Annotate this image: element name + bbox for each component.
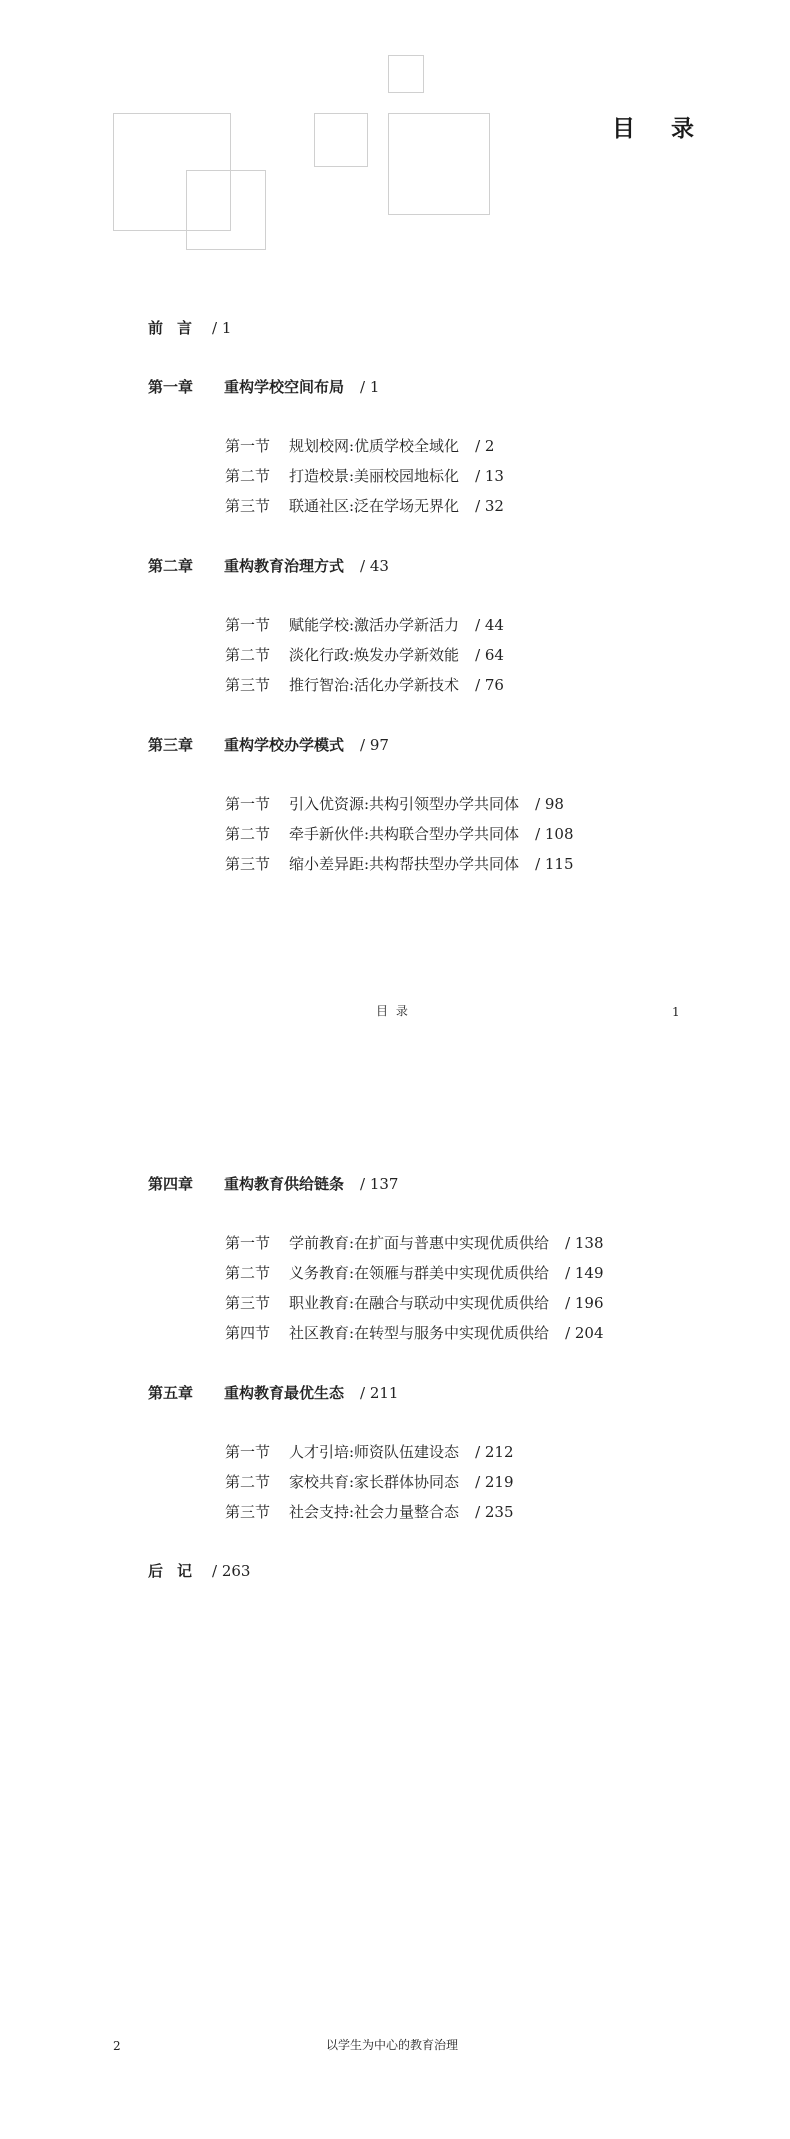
section-page: / 76 — [475, 676, 504, 694]
section-label: 第二节 — [225, 467, 271, 485]
section-title: 社会支持:社会力量整合态 — [289, 1503, 460, 1521]
section-page: / 108 — [535, 825, 574, 843]
section-title: 打造校景:美丽校园地标化 — [289, 467, 460, 485]
section-label: 第二节 — [225, 646, 271, 664]
section-title: 联通社区:泛在学场无界化 — [289, 497, 460, 515]
chapter-page: / 137 — [360, 1175, 399, 1193]
section-page: / 32 — [475, 497, 504, 515]
chapter-label: 第五章 — [148, 1384, 194, 1402]
preface-label: 前言 — [148, 319, 207, 337]
afterword-label: 后记 — [148, 1562, 207, 1580]
section-page: / 235 — [475, 1503, 514, 1521]
toc-section[interactable] — [225, 1323, 604, 1343]
toc-section[interactable] — [225, 496, 504, 516]
section-page: / 98 — [535, 795, 564, 813]
section-label: 第四节 — [225, 1324, 271, 1342]
section-label: 第一节 — [225, 616, 271, 634]
toc-section[interactable] — [225, 466, 504, 486]
section-title: 学前教育:在扩面与普惠中实现优质供给 — [289, 1234, 550, 1252]
chapter-title: 重构教育治理方式 — [224, 557, 345, 575]
section-title: 规划校网:优质学校全域化 — [289, 437, 460, 455]
toc-chapter[interactable] — [148, 556, 389, 576]
toc-section[interactable] — [225, 824, 574, 844]
toc-chapter[interactable] — [148, 1174, 398, 1194]
section-title: 职业教育:在融合与联动中实现优质供给 — [289, 1294, 550, 1312]
chapter-label: 第二章 — [148, 557, 194, 575]
toc-title: 目 录 — [612, 116, 709, 142]
toc-section[interactable] — [225, 1233, 604, 1253]
toc-afterword[interactable] — [148, 1561, 250, 1581]
page-number: 1 — [672, 1005, 680, 1019]
section-label: 第三节 — [225, 855, 271, 873]
section-title: 家校共育:家长群体协同态 — [289, 1473, 460, 1491]
toc-section[interactable] — [225, 1502, 514, 1522]
section-page: / 44 — [475, 616, 504, 634]
page-footer-title: 目 录 — [376, 1004, 410, 1018]
toc-section[interactable] — [225, 1263, 604, 1283]
section-label: 第二节 — [225, 825, 271, 843]
toc-preface[interactable] — [148, 318, 231, 338]
section-label: 第三节 — [225, 676, 271, 694]
section-page: / 115 — [535, 855, 574, 873]
section-page: / 64 — [475, 646, 504, 664]
section-label: 第一节 — [225, 437, 271, 455]
section-title: 人才引培:师资队伍建设态 — [289, 1443, 460, 1461]
decorative-square — [186, 170, 266, 250]
toc-section[interactable] — [225, 615, 504, 635]
toc-section[interactable] — [225, 645, 504, 665]
preface-page: / 1 — [212, 319, 232, 337]
section-label: 第三节 — [225, 1503, 271, 1521]
section-title: 引入优资源:共构引领型办学共同体 — [289, 795, 520, 813]
section-label: 第一节 — [225, 1234, 271, 1252]
afterword-page: / 263 — [212, 1562, 251, 1580]
chapter-page: / 43 — [360, 557, 389, 575]
page-number: 2 — [113, 2039, 121, 2053]
chapter-title: 重构教育最优生态 — [224, 1384, 345, 1402]
toc-chapter[interactable] — [148, 377, 379, 397]
section-label: 第二节 — [225, 1473, 271, 1491]
toc-chapter[interactable] — [148, 735, 389, 755]
section-label: 第一节 — [225, 795, 271, 813]
section-page: / 212 — [475, 1443, 514, 1461]
section-page: / 13 — [475, 467, 504, 485]
chapter-label: 第一章 — [148, 378, 194, 396]
chapter-title: 重构教育供给链条 — [224, 1175, 345, 1193]
chapter-label: 第三章 — [148, 736, 194, 754]
chapter-page: / 1 — [360, 378, 380, 396]
toc-section[interactable] — [225, 1293, 604, 1313]
book-title-footer: 以学生为中心的教育治理 — [326, 2038, 459, 2052]
chapter-page: / 211 — [360, 1384, 399, 1402]
section-title: 赋能学校:激活办学新活力 — [289, 616, 460, 634]
section-label: 第二节 — [225, 1264, 271, 1282]
chapter-page: / 97 — [360, 736, 389, 754]
toc-section[interactable] — [225, 854, 574, 874]
decorative-square — [314, 113, 368, 167]
section-page: / 204 — [565, 1324, 604, 1342]
section-title: 推行智治:活化办学新技术 — [289, 676, 460, 694]
decorative-square — [388, 113, 490, 215]
chapter-label: 第四章 — [148, 1175, 194, 1193]
section-page: / 149 — [565, 1264, 604, 1282]
section-label: 第三节 — [225, 497, 271, 515]
toc-section[interactable] — [225, 436, 494, 456]
section-title: 缩小差异距:共构帮扶型办学共同体 — [289, 855, 520, 873]
toc-section[interactable] — [225, 794, 564, 814]
chapter-title: 重构学校办学模式 — [224, 736, 345, 754]
section-page: / 2 — [475, 437, 495, 455]
section-title: 淡化行政:焕发办学新效能 — [289, 646, 460, 664]
section-label: 第三节 — [225, 1294, 271, 1312]
section-page: / 196 — [565, 1294, 604, 1312]
toc-section[interactable] — [225, 1472, 514, 1492]
section-title: 社区教育:在转型与服务中实现优质供给 — [289, 1324, 550, 1342]
toc-section[interactable] — [225, 1442, 514, 1462]
toc-chapter[interactable] — [148, 1383, 398, 1403]
section-title: 义务教育:在领雁与群美中实现优质供给 — [289, 1264, 550, 1282]
section-page: / 138 — [565, 1234, 604, 1252]
section-title: 牵手新伙伴:共构联合型办学共同体 — [289, 825, 520, 843]
section-label: 第一节 — [225, 1443, 271, 1461]
section-page: / 219 — [475, 1473, 514, 1491]
toc-section[interactable] — [225, 675, 504, 695]
decorative-square — [388, 55, 424, 93]
chapter-title: 重构学校空间布局 — [224, 378, 345, 396]
